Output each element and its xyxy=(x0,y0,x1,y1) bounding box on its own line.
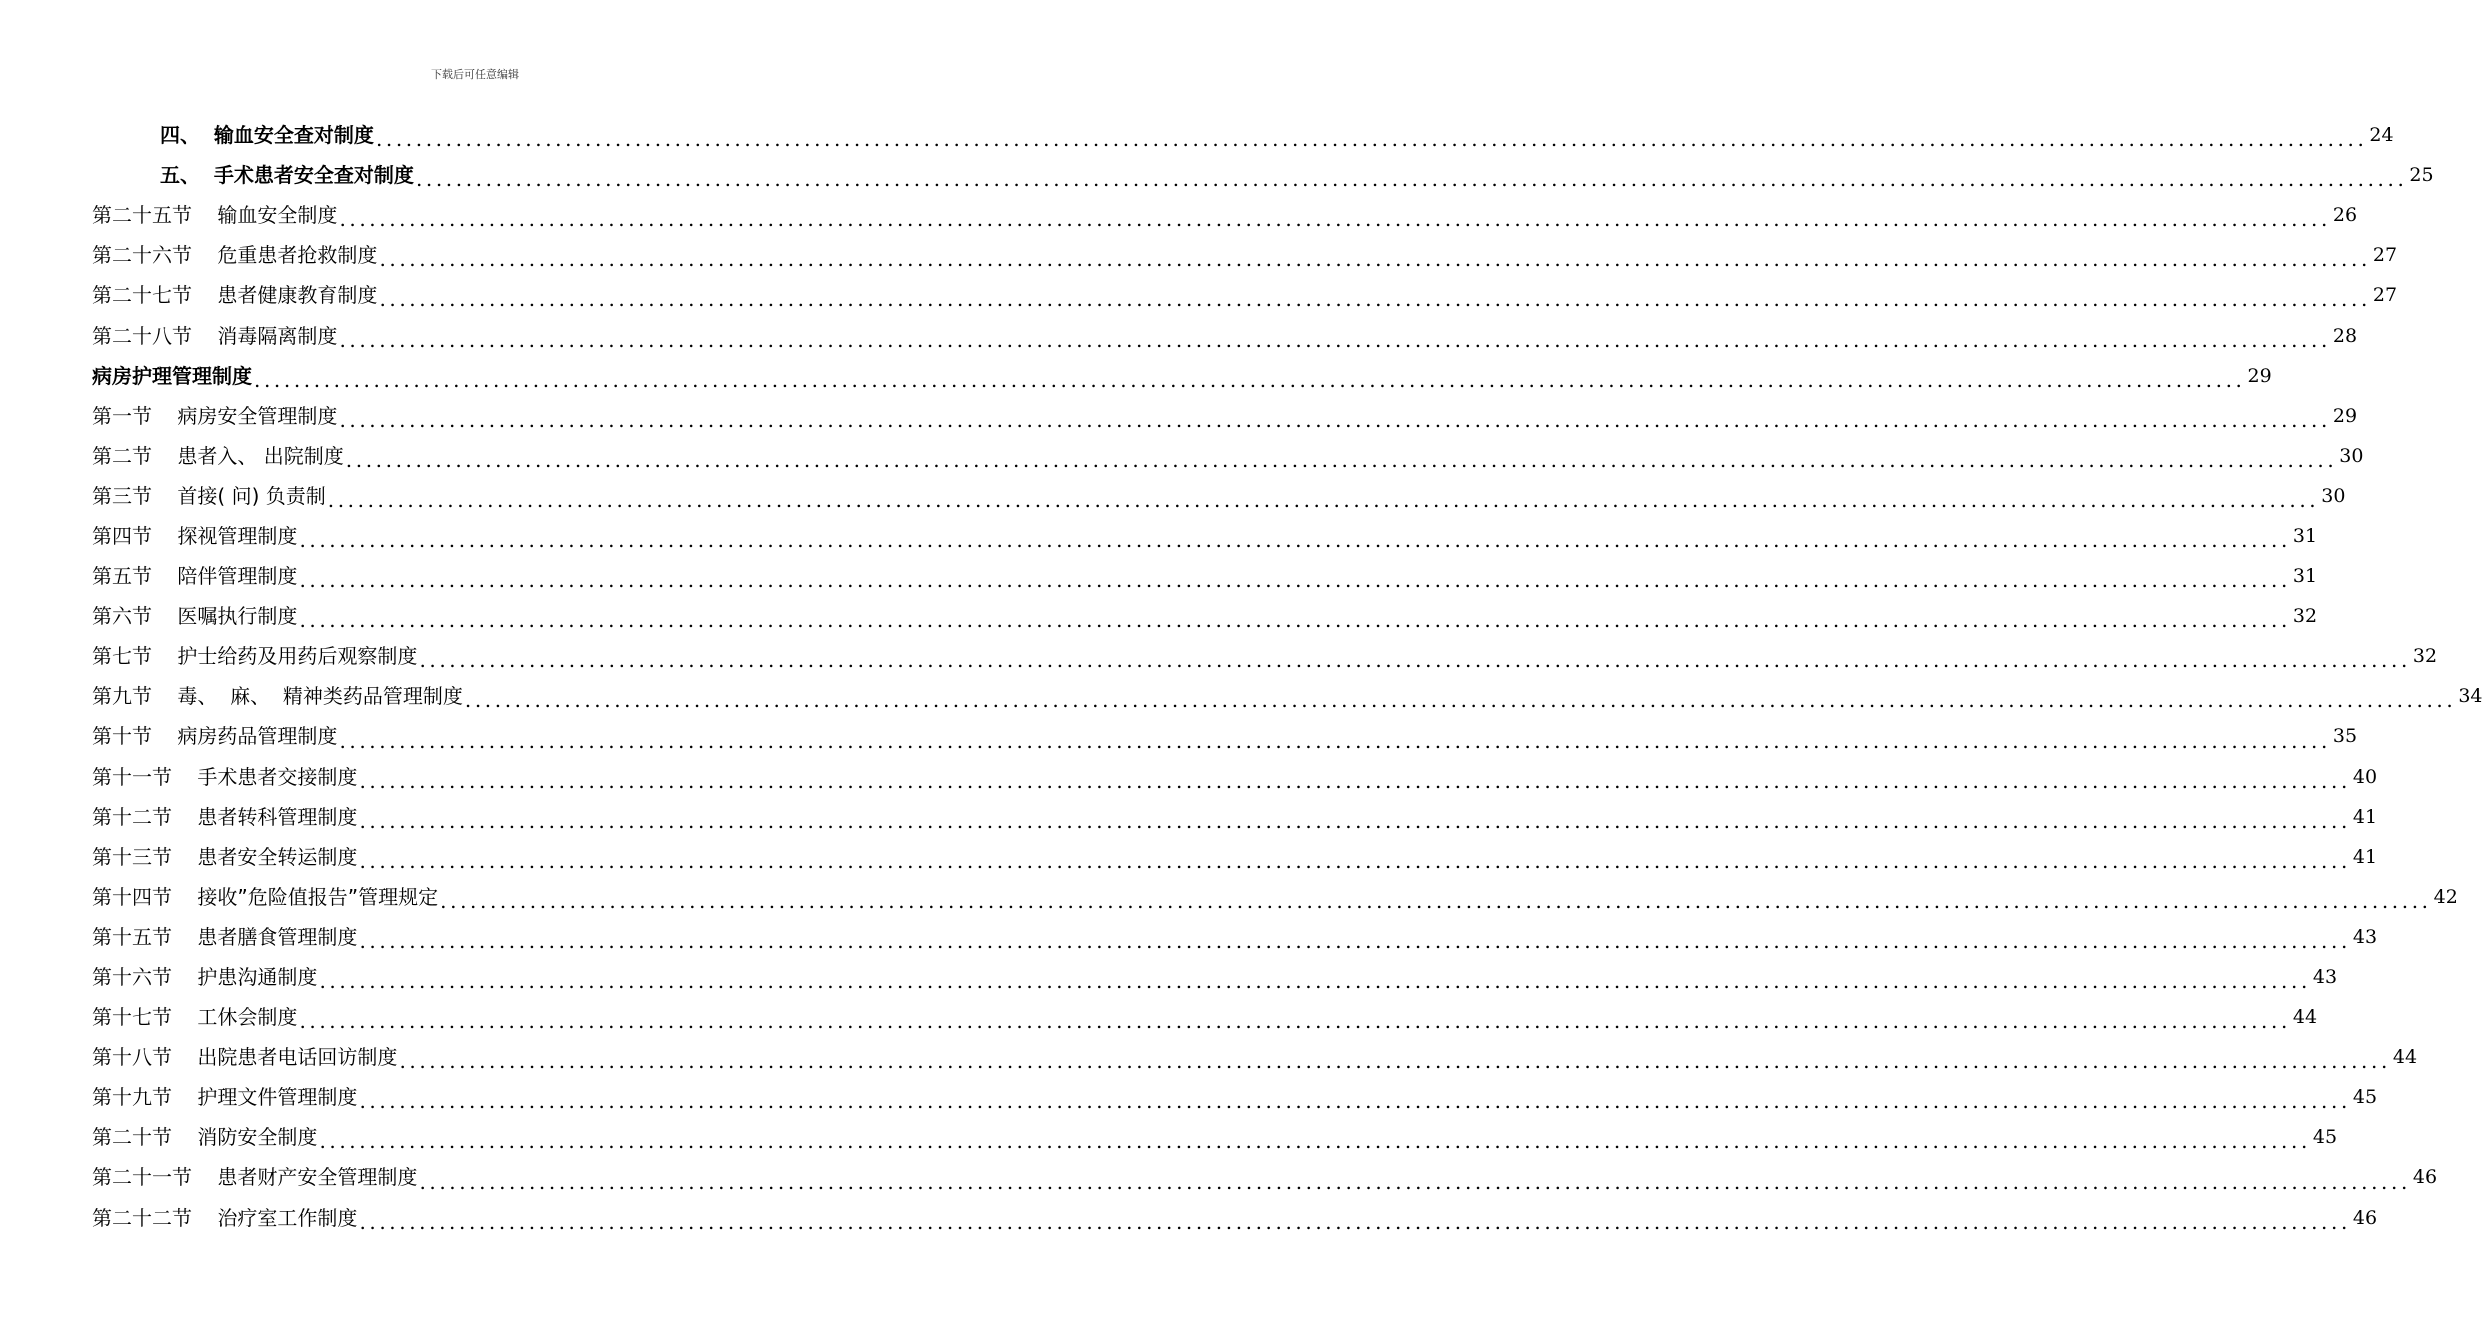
toc-entry[interactable] xyxy=(0,1117,2338,1157)
toc-entry[interactable] xyxy=(0,155,2434,195)
toc-page-number: 29 xyxy=(2332,404,2358,427)
toc-page-number: 41 xyxy=(2352,845,2378,868)
toc-entry-title: 第一节 病房安全管理制度 xyxy=(92,403,338,428)
toc-dot-leader: ........................................................................................................................................................................................................ xyxy=(379,247,2371,272)
toc-page-number: 31 xyxy=(2292,565,2318,588)
toc-page-number: 44 xyxy=(2292,1006,2318,1029)
toc-entry-title: 第十二节 患者转科管理制度 xyxy=(92,804,358,829)
toc-page-number: 27 xyxy=(2372,284,2398,307)
toc-entry[interactable] xyxy=(0,1157,2438,1197)
toc-dot-leader: ........................................................................................................................................................................................................ xyxy=(375,127,2368,152)
toc-dot-leader: ........................................................................................................................................................................................................ xyxy=(299,528,2291,553)
toc-dot-leader: ........................................................................................................................................................................................................ xyxy=(345,447,2338,472)
toc-page-number: 44 xyxy=(2392,1046,2418,1069)
page-header-note: 下载后可任意编辑 xyxy=(431,68,519,81)
toc-page-number: 28 xyxy=(2332,324,2358,347)
table-of-contents xyxy=(0,115,2483,1238)
toc-dot-leader: ........................................................................................................................................................................................................ xyxy=(339,407,2331,432)
toc-dot-leader: ........................................................................................................................................................................................................ xyxy=(339,207,2331,232)
toc-dot-leader: ........................................................................................................................................................................................................ xyxy=(419,648,2411,673)
toc-entry[interactable] xyxy=(0,837,2378,877)
toc-page-number: 34 xyxy=(2458,685,2483,708)
toc-entry[interactable] xyxy=(0,1198,2378,1238)
toc-dot-leader: ........................................................................................................................................................................................................ xyxy=(359,808,2351,833)
toc-dot-leader: ........................................................................................................................................................................................................ xyxy=(399,1049,2391,1074)
toc-entry[interactable] xyxy=(0,797,2378,837)
toc-entry-title: 第十节 病房药品管理制度 xyxy=(92,724,338,749)
toc-entry-title: 第十八节 出院患者电话回访制度 xyxy=(92,1045,398,1070)
toc-entry-title: 第十七节 工休会制度 xyxy=(92,1005,298,1030)
toc-entry-title: 第九节 毒、 麻、 精神类药品管理制度 xyxy=(92,684,463,709)
toc-entry-title: 四、 输血安全查对制度 xyxy=(160,123,374,148)
toc-dot-leader: ........................................................................................................................................................................................................ xyxy=(339,728,2331,753)
toc-page-number: 31 xyxy=(2292,524,2318,547)
toc-entry-title: 第三节 首接( 问) 负责制 xyxy=(92,483,326,508)
toc-entry[interactable] xyxy=(0,436,2364,476)
toc-dot-leader: ........................................................................................................................................................................................................ xyxy=(464,688,2457,713)
toc-dot-leader: ........................................................................................................................................................................................................ xyxy=(359,928,2351,953)
toc-entry-title: 第十九节 护理文件管理制度 xyxy=(92,1085,358,1110)
toc-page-number: 41 xyxy=(2352,805,2378,828)
toc-entry-title: 第二十二节 治疗室工作制度 xyxy=(92,1205,358,1230)
toc-entry-title: 第四节 探视管理制度 xyxy=(92,523,298,548)
toc-entry-title: 第五节 陪伴管理制度 xyxy=(92,564,298,589)
toc-dot-leader: ........................................................................................................................................................................................................ xyxy=(415,167,2408,192)
toc-entry[interactable] xyxy=(0,596,2318,636)
toc-page-number: 24 xyxy=(2369,124,2394,147)
toc-entry[interactable] xyxy=(0,235,2398,275)
toc-dot-leader: ........................................................................................................................................................................................................ xyxy=(379,287,2371,312)
toc-page-number: 29 xyxy=(2247,364,2272,387)
toc-page-number: 43 xyxy=(2312,966,2338,989)
toc-page-number: 30 xyxy=(2321,484,2346,507)
toc-entry-title: 第二十六节 危重患者抢救制度 xyxy=(92,243,378,268)
toc-page-number: 46 xyxy=(2352,1206,2378,1229)
toc-entry-title: 第六节 医嘱执行制度 xyxy=(92,604,298,629)
toc-page-number: 46 xyxy=(2412,1166,2438,1189)
toc-entry-title: 第二十八节 消毒隔离制度 xyxy=(92,323,338,348)
toc-dot-leader: ........................................................................................................................................................................................................ xyxy=(359,1209,2351,1234)
toc-entry[interactable] xyxy=(0,1037,2418,1077)
toc-entry[interactable] xyxy=(0,636,2438,676)
toc-page-number: 40 xyxy=(2352,765,2378,788)
toc-entry[interactable] xyxy=(0,957,2338,997)
toc-entry[interactable] xyxy=(0,1077,2378,1117)
toc-entry-title: 第二十节 消防安全制度 xyxy=(92,1125,318,1150)
toc-page-number: 27 xyxy=(2372,244,2398,267)
toc-dot-leader: ........................................................................................................................................................................................................ xyxy=(339,327,2331,352)
toc-dot-leader: ........................................................................................................................................................................................................ xyxy=(359,768,2351,793)
toc-dot-leader: ........................................................................................................................................................................................................ xyxy=(359,1089,2351,1114)
toc-entry[interactable] xyxy=(0,757,2378,797)
toc-page-number: 30 xyxy=(2339,444,2364,467)
toc-entry-title: 第二节 患者入、 出院制度 xyxy=(92,443,344,468)
toc-dot-leader: ........................................................................................................................................................................................................ xyxy=(254,367,2246,392)
toc-page-number: 43 xyxy=(2352,925,2378,948)
toc-entry-title: 病房护理管理制度 xyxy=(92,363,252,388)
toc-entry[interactable] xyxy=(0,716,2358,756)
toc-page-number: 26 xyxy=(2332,204,2358,227)
toc-dot-leader: ........................................................................................................................................................................................................ xyxy=(319,1129,2311,1154)
toc-page-number: 25 xyxy=(2409,164,2434,187)
toc-page-number: 45 xyxy=(2312,1126,2338,1149)
toc-entry-title: 第二十一节 患者财产安全管理制度 xyxy=(92,1165,418,1190)
toc-dot-leader: ........................................................................................................................................................................................................ xyxy=(299,608,2291,633)
toc-entry-title: 第七节 护士给药及用药后观察制度 xyxy=(92,644,418,669)
toc-entry[interactable] xyxy=(0,115,2394,155)
toc-entry-title: 第十三节 患者安全转运制度 xyxy=(92,844,358,869)
toc-entry-title: 五、 手术患者安全查对制度 xyxy=(160,163,414,188)
toc-entry[interactable] xyxy=(0,917,2378,957)
toc-entry-title: 第十四节 接收”危险值报告”管理规定 xyxy=(92,884,439,909)
toc-entry[interactable] xyxy=(0,556,2318,596)
toc-entry[interactable] xyxy=(0,877,2458,917)
toc-entry[interactable] xyxy=(0,476,2346,516)
toc-entry-title: 第十一节 手术患者交接制度 xyxy=(92,764,358,789)
toc-page-number: 32 xyxy=(2412,645,2438,668)
toc-page-number: 35 xyxy=(2332,725,2358,748)
toc-entry[interactable] xyxy=(0,997,2318,1037)
toc-entry[interactable] xyxy=(0,275,2398,315)
toc-entry[interactable] xyxy=(0,676,2483,716)
toc-dot-leader: ........................................................................................................................................................................................................ xyxy=(419,1169,2411,1194)
toc-page-number: 32 xyxy=(2292,605,2318,628)
toc-entry[interactable] xyxy=(0,516,2318,556)
toc-dot-leader: ........................................................................................................................................................................................................ xyxy=(299,1009,2291,1034)
toc-dot-leader: ........................................................................................................................................................................................................ xyxy=(299,568,2291,593)
toc-entry-title: 第十六节 护患沟通制度 xyxy=(92,965,318,990)
toc-entry[interactable] xyxy=(0,195,2358,235)
toc-dot-leader: ........................................................................................................................................................................................................ xyxy=(319,969,2311,994)
toc-dot-leader: ........................................................................................................................................................................................................ xyxy=(327,487,2320,512)
toc-page-number: 42 xyxy=(2433,885,2458,908)
toc-entry[interactable] xyxy=(0,396,2358,436)
toc-dot-leader: ........................................................................................................................................................................................................ xyxy=(440,888,2432,913)
toc-entry[interactable] xyxy=(0,356,2272,396)
toc-entry[interactable] xyxy=(0,315,2358,355)
toc-page-number: 45 xyxy=(2352,1086,2378,1109)
toc-entry-title: 第二十七节 患者健康教育制度 xyxy=(92,283,378,308)
toc-entry-title: 第十五节 患者膳食管理制度 xyxy=(92,924,358,949)
toc-dot-leader: ........................................................................................................................................................................................................ xyxy=(359,848,2351,873)
toc-entry-title: 第二十五节 输血安全制度 xyxy=(92,203,338,228)
